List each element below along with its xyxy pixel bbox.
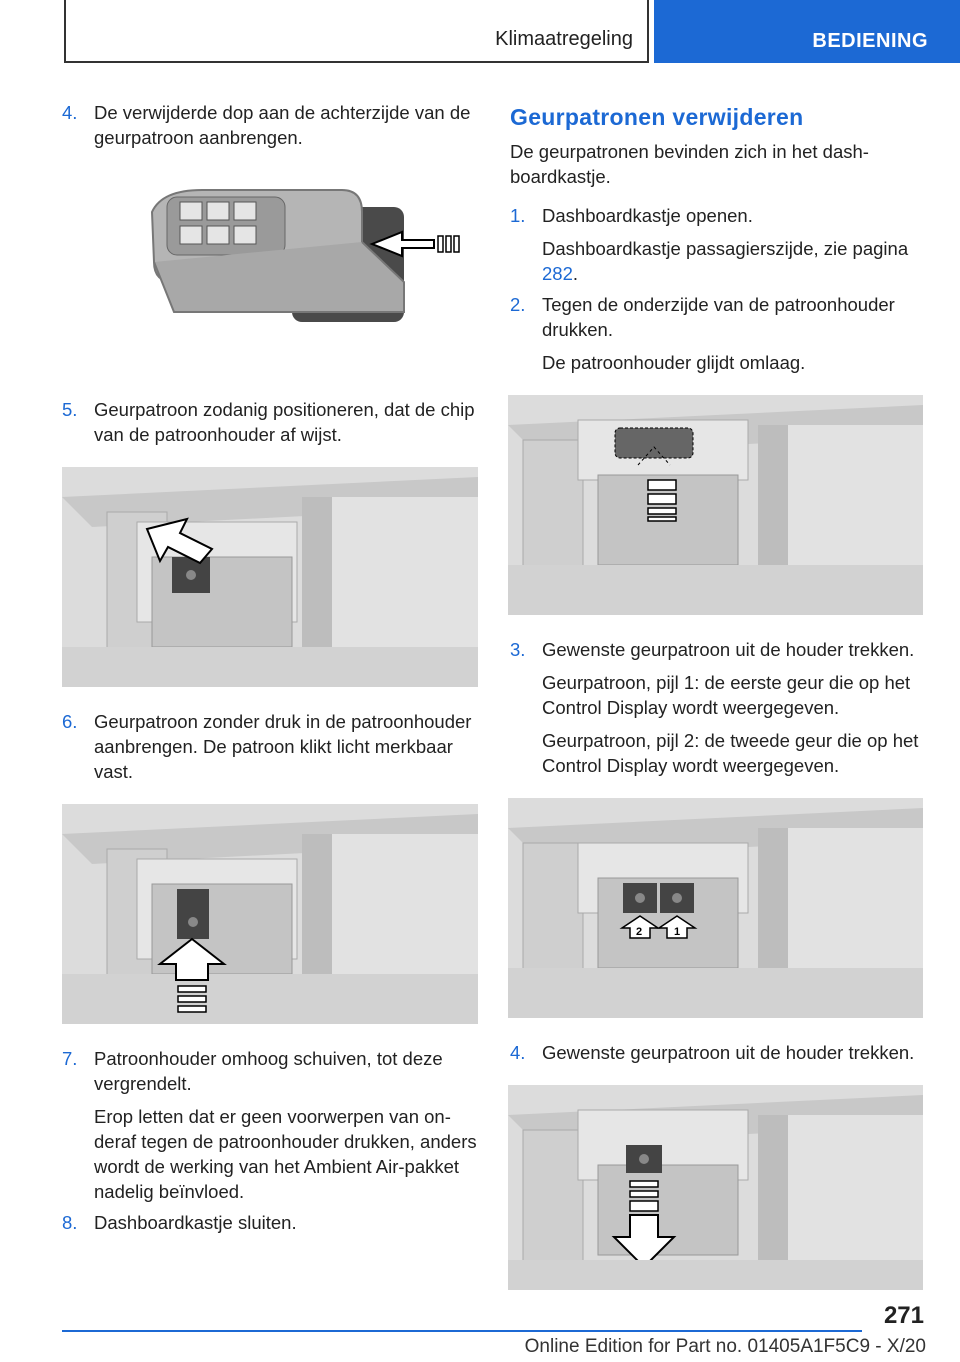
step-number: 6. bbox=[62, 711, 78, 732]
section-intro: De geurpatronen bevinden zich in het dashboardkastje. bbox=[510, 141, 869, 187]
step-text: Gewenste geurpatroon uit de houder trekken. bbox=[542, 1042, 915, 1063]
arrow-label-2: 2 bbox=[636, 926, 643, 938]
figure-cartridge-cap bbox=[62, 172, 478, 357]
step-4-right bbox=[510, 1040, 930, 1065]
step-1-sub-text: Dashboardkastje passagierszijde, zie pagina bbox=[542, 238, 909, 259]
page-link[interactable]: 282 bbox=[542, 263, 573, 284]
step-2-right bbox=[510, 292, 930, 342]
step-4-left bbox=[62, 100, 478, 150]
step-1-right bbox=[510, 203, 930, 228]
step-text: Patroonhouder omhoog schuiven, tot deze vergrendelt. bbox=[94, 1048, 443, 1094]
step-number: 1. bbox=[510, 205, 526, 226]
footer-divider bbox=[62, 1330, 862, 1332]
arrow-label-1: 1 bbox=[674, 926, 681, 938]
step-text: Geurpatroon zodanig positioneren, dat de chip van de patroonhouder af wijst. bbox=[94, 399, 475, 445]
figure-two-cartridges bbox=[508, 798, 923, 1018]
step-text: Dashboardkastje openen. bbox=[542, 205, 753, 226]
step-text: Dashboardkastje sluiten. bbox=[94, 1212, 297, 1233]
figure-pull-cartridge bbox=[508, 1085, 923, 1290]
step-1-sub-suffix: . bbox=[572, 263, 579, 284]
page-number: 271 bbox=[883, 1302, 924, 1329]
step-number: 8. bbox=[62, 1212, 78, 1233]
step-number: 4. bbox=[62, 102, 78, 123]
step-2-sub: De patroonhouder glijdt omlaag. bbox=[542, 352, 806, 373]
step-3-sub-2: Geurpatroon, pijl 2: de tweede geur die op het Control Display wordt weergegeven. bbox=[542, 730, 919, 776]
step-text: Tegen de onderzijde van de patroonhouder drukken. bbox=[542, 294, 895, 340]
header-section-box bbox=[64, 0, 649, 63]
step-text: De verwijderde dop aan de achterzijde van de geurpatroon aanbrengen. bbox=[94, 102, 471, 148]
section-title: Klimaatregeling bbox=[495, 28, 633, 50]
step-3-right bbox=[510, 637, 930, 662]
step-number: 4. bbox=[510, 1042, 526, 1063]
right-column bbox=[510, 104, 930, 1290]
figure-insert-cartridge bbox=[62, 804, 478, 1024]
step-text: Geurpatroon zonder druk in de patroonhouder aanbrengen. De patroon klikt licht merkbaar vast. bbox=[94, 711, 472, 782]
chapter-tab-label: BEDIENING bbox=[812, 30, 928, 52]
chapter-tab[interactable] bbox=[654, 0, 960, 63]
step-number: 5. bbox=[62, 399, 78, 420]
step-8-left bbox=[62, 1210, 478, 1235]
step-number: 7. bbox=[62, 1048, 78, 1069]
step-7-note: Erop letten dat er geen voorwerpen van onderaf tegen de patroonhouder drukken, anders wordt de werking van het Ambient Air-pakket nadelig beïnvloed. bbox=[94, 1106, 477, 1202]
step-text: Gewenste geurpatroon uit de houder trekken. bbox=[542, 639, 915, 660]
step-number: 2. bbox=[510, 294, 526, 315]
step-number: 3. bbox=[510, 639, 526, 660]
section-heading: Geurpatronen verwijderen bbox=[510, 104, 804, 130]
figure-holder-slides-down bbox=[508, 395, 923, 615]
step-5-left bbox=[62, 397, 478, 447]
step-6-left bbox=[62, 709, 478, 784]
figure-position-cartridge bbox=[62, 467, 478, 687]
edition-note: Online Edition for Part no. 01405A1F5C9 - X/20 bbox=[524, 1336, 926, 1357]
left-column bbox=[62, 100, 478, 1241]
step-7-left bbox=[62, 1046, 478, 1096]
step-3-sub-1: Geurpatroon, pijl 1: de eerste geur die op het Control Display wordt weergegeven. bbox=[542, 672, 911, 718]
step-1-sub bbox=[510, 236, 930, 286]
